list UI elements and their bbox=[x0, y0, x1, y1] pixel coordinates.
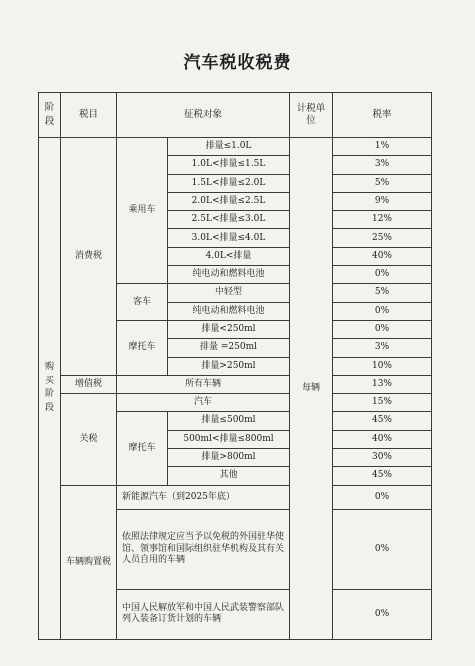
customs-motorcycle-label: 摩托车 bbox=[117, 412, 168, 485]
object-cell: 2.5L<排量≤3.0L bbox=[168, 211, 290, 229]
passenger-car-label: 乘用车 bbox=[117, 138, 168, 284]
object-cell: 1.5L<排量≤2.0L bbox=[168, 174, 290, 192]
rate-cell: 5% bbox=[333, 284, 432, 302]
object-cell: 中国人民解放军和中国人民武装警察部队列入装备订货计划的车辆 bbox=[117, 589, 290, 639]
rate-cell: 3% bbox=[333, 156, 432, 174]
stage-cell: 购买阶段 bbox=[39, 138, 61, 640]
rate-cell: 40% bbox=[333, 247, 432, 265]
header-rate: 税率 bbox=[333, 93, 432, 138]
rate-cell: 3% bbox=[333, 339, 432, 357]
rate-cell: 15% bbox=[333, 394, 432, 412]
motorcycle-label: 摩托车 bbox=[117, 320, 168, 375]
object-cell: 排量>250ml bbox=[168, 357, 290, 375]
object-cell: 纯电动和燃料电池 bbox=[168, 302, 290, 320]
rate-cell: 0% bbox=[333, 509, 432, 589]
object-cell: 3.0L<排量≤4.0L bbox=[168, 229, 290, 247]
rate-cell: 25% bbox=[333, 229, 432, 247]
rate-cell: 0% bbox=[333, 589, 432, 639]
rate-cell: 45% bbox=[333, 467, 432, 485]
tax-table bbox=[38, 92, 432, 640]
object-cell: 1.0L<排量≤1.5L bbox=[168, 156, 290, 174]
object-cell: 4.0L<排量 bbox=[168, 247, 290, 265]
rate-cell: 5% bbox=[333, 174, 432, 192]
object-cell: 排量≤500ml bbox=[168, 412, 290, 430]
header-unit: 计税单位 bbox=[290, 93, 333, 138]
rate-cell: 1% bbox=[333, 138, 432, 156]
vat-label: 增值税 bbox=[61, 375, 117, 393]
object-cell: 汽车 bbox=[117, 394, 290, 412]
bus-label: 客车 bbox=[117, 284, 168, 321]
header-stage: 阶段 bbox=[39, 93, 61, 138]
rate-cell: 0% bbox=[333, 266, 432, 284]
object-cell: 排量<250ml bbox=[168, 320, 290, 338]
rate-cell: 9% bbox=[333, 192, 432, 210]
object-cell: 新能源汽车（到2025年底） bbox=[117, 485, 290, 509]
object-cell: 所有车辆 bbox=[117, 375, 290, 393]
customs-label: 关税 bbox=[61, 394, 117, 485]
object-cell: 排量 =250ml bbox=[168, 339, 290, 357]
rate-cell: 40% bbox=[333, 430, 432, 448]
rate-cell: 0% bbox=[333, 485, 432, 509]
object-cell: 排量>800ml bbox=[168, 449, 290, 467]
page-title: 汽车税收税费 bbox=[183, 53, 292, 73]
header-object: 征税对象 bbox=[117, 93, 290, 138]
rate-cell: 45% bbox=[333, 412, 432, 430]
object-cell: 2.0L<排量≤2.5L bbox=[168, 192, 290, 210]
object-cell: 依照法律规定应当予以免税的外国驻华使馆、领事馆和国际组织驻华机构及其有关人员自用的车辆 bbox=[117, 509, 290, 589]
purchase-tax-label: 车辆购置税 bbox=[61, 485, 117, 639]
object-cell: 中轻型 bbox=[168, 284, 290, 302]
object-cell: 纯电动和燃料电池 bbox=[168, 266, 290, 284]
rate-cell: 30% bbox=[333, 449, 432, 467]
rate-cell: 13% bbox=[333, 375, 432, 393]
rate-cell: 10% bbox=[333, 357, 432, 375]
rate-cell: 0% bbox=[333, 320, 432, 338]
object-cell: 其他 bbox=[168, 467, 290, 485]
consumption-tax-label: 消费税 bbox=[61, 138, 117, 376]
rate-cell: 12% bbox=[333, 211, 432, 229]
object-cell: 500ml<排量≤800ml bbox=[168, 430, 290, 448]
rate-cell: 0% bbox=[333, 302, 432, 320]
object-cell: 排量≤1.0L bbox=[168, 138, 290, 156]
unit-cell: 每辆 bbox=[290, 138, 333, 640]
header-tax: 税目 bbox=[61, 93, 117, 138]
